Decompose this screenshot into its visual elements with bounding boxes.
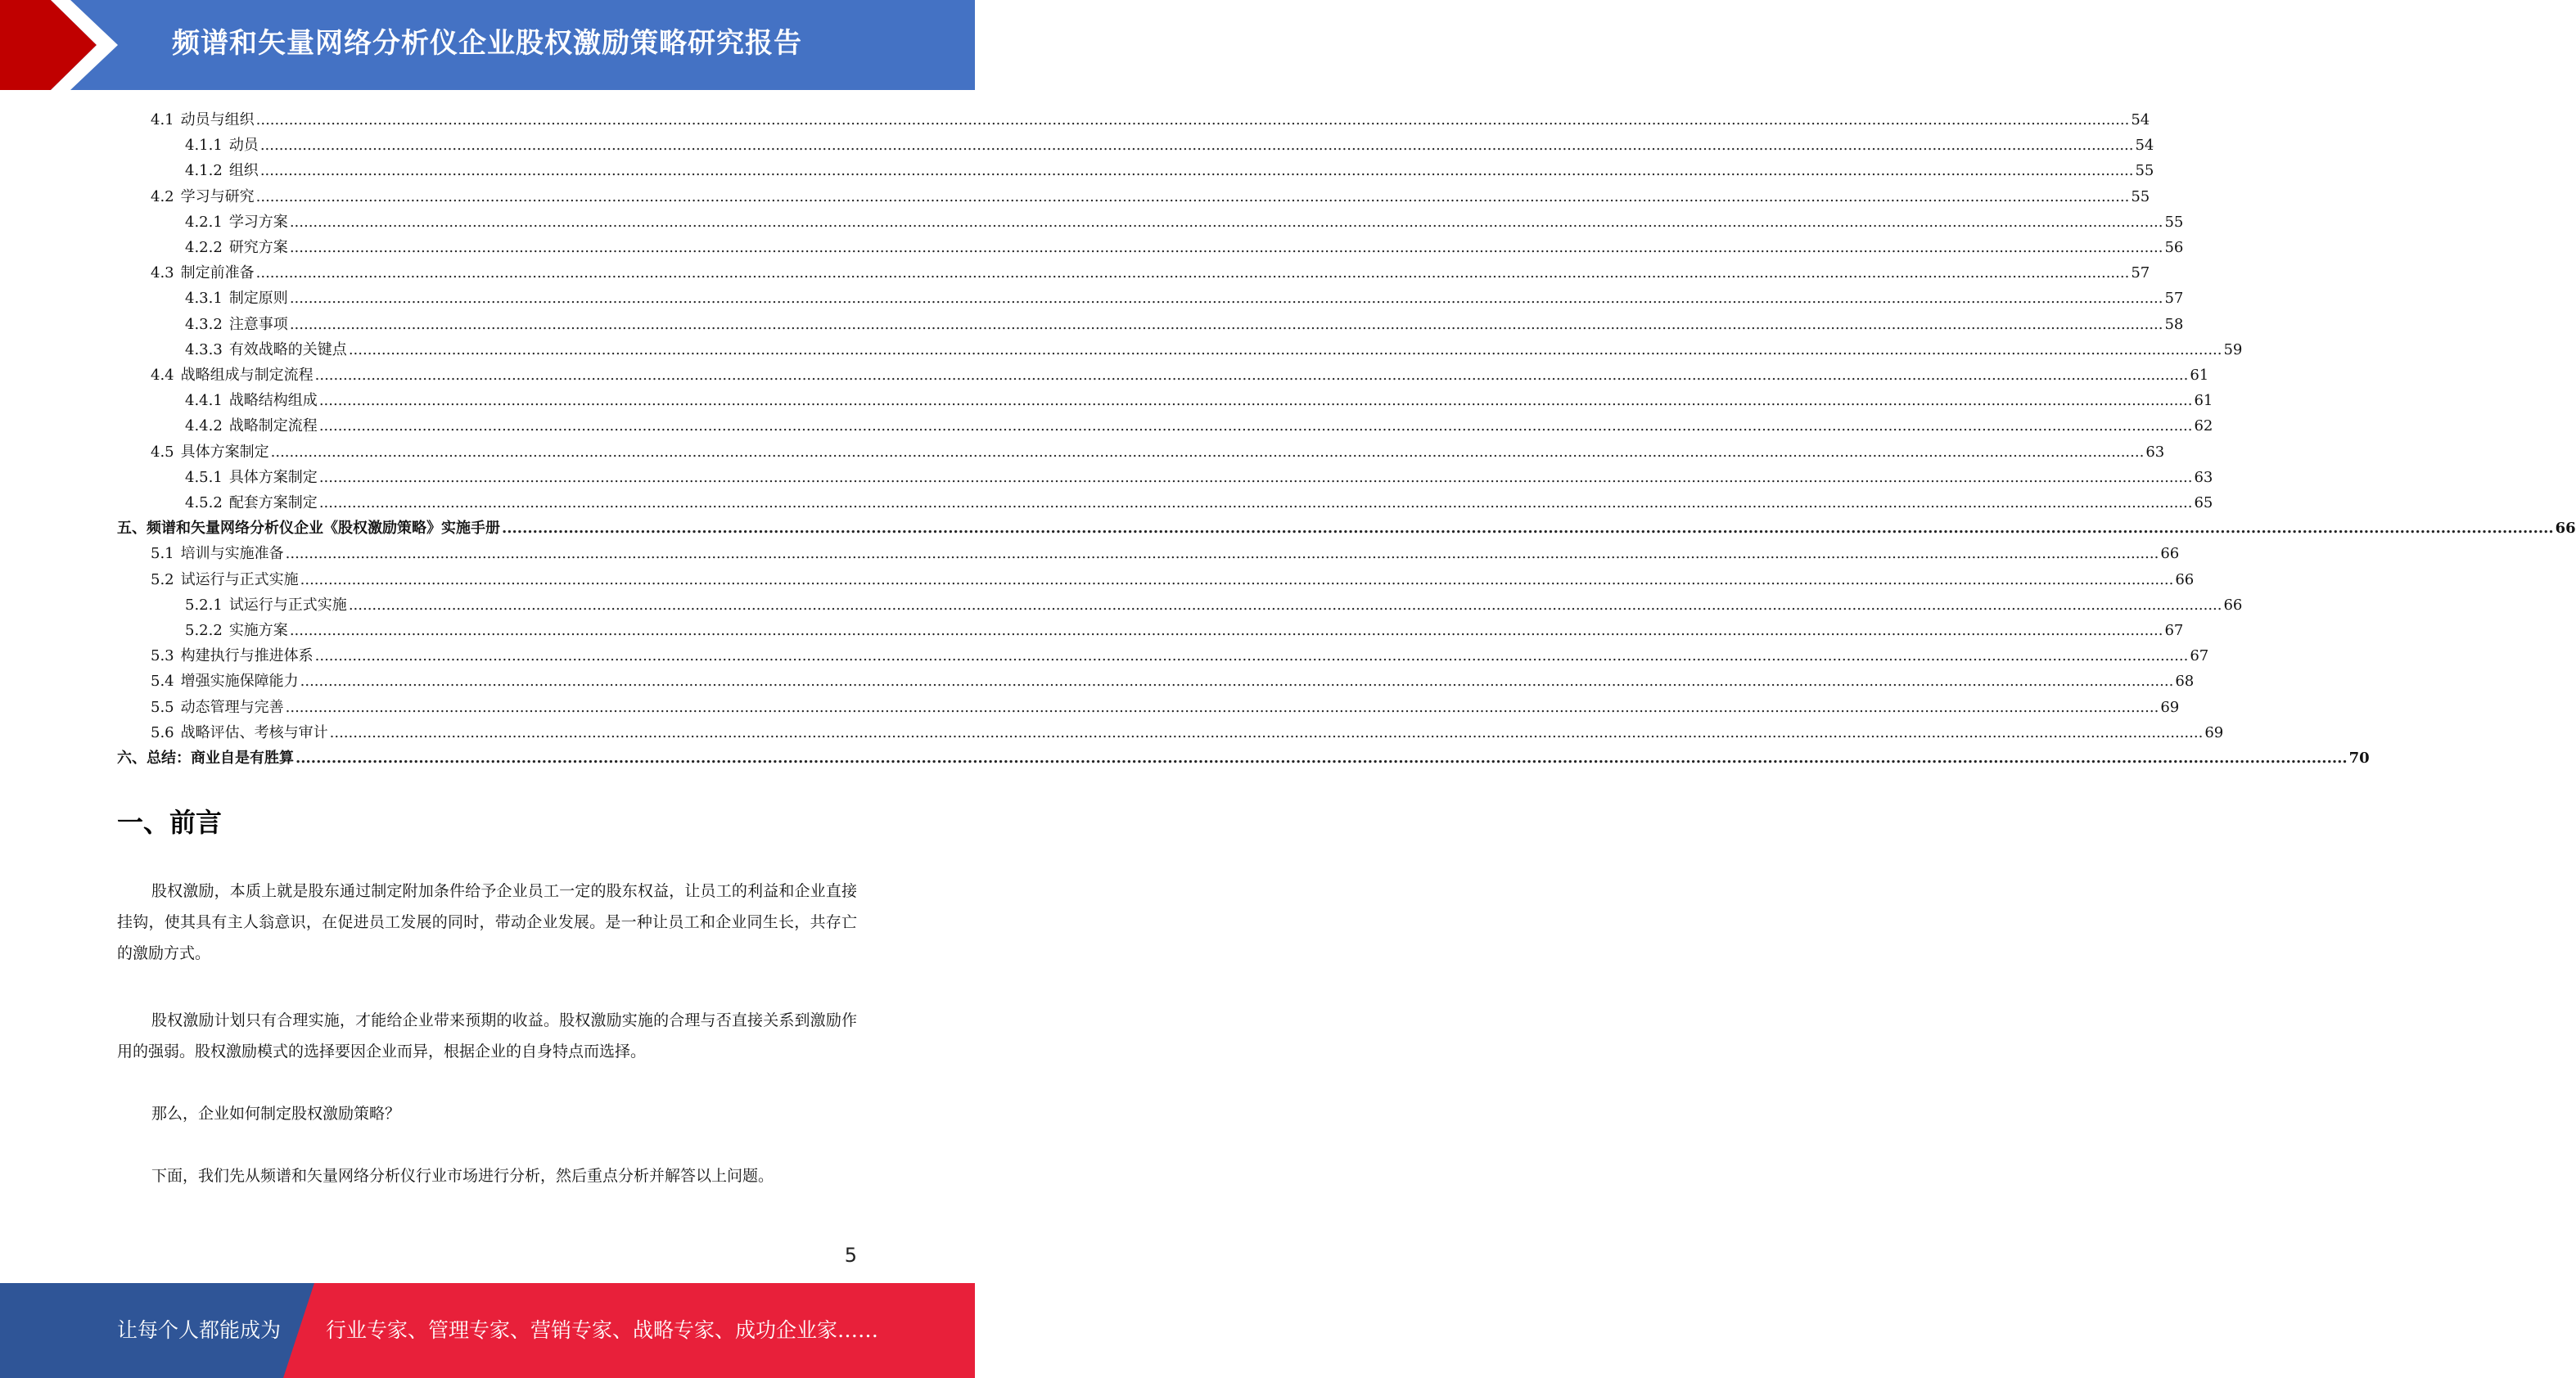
toc-entry-label: 战略结构组成 [228, 392, 318, 410]
toc-entry[interactable] [185, 309, 2184, 335]
toc-entry-label: 制定原则 [228, 290, 288, 308]
toc-dot-leader: ................................................................................................................................................................................................................................................................................................................................................................................................................ [348, 596, 2222, 614]
toc-entry-label: 增强实施保障能力 [180, 673, 299, 691]
toc-entry[interactable] [185, 155, 2154, 181]
toc-entry-page: 55 [2135, 162, 2154, 180]
paragraph-1: 股权激励，本质上就是股东通过制定附加条件给予企业员工一定的股东权益，让员工的利益和企业直接挂钩，使其具有主人翁意识，在促进员工发展的同时，带动企业发展。是一种让员工和企业同生长，共存亡的激励方式。 [117, 882, 857, 962]
toc-entry[interactable] [185, 283, 2184, 308]
toc-entry[interactable] [185, 207, 2184, 232]
toc-entry-label: 构建执行与推进体系 [180, 647, 314, 665]
toc-entry-number: 4.3.1 [185, 290, 223, 308]
toc-entry-number: 5.2.2 [185, 622, 223, 639]
paragraph-4: 下面，我们先从频谱和矢量网络分析仪行业市场进行分析，然后重点分析并解答以上问题。 [151, 1167, 774, 1185]
toc-entry-label: 试运行与正式实施 [180, 570, 299, 588]
toc-entry-page: 65 [2194, 494, 2213, 511]
toc-entry-page: 67 [2190, 647, 2209, 665]
page-number: 5 [844, 1244, 857, 1267]
toc-entry-label: 战略组成与制定流程 [180, 367, 314, 384]
toc-entry-number: 4.4.2 [185, 417, 223, 435]
toc-dot-leader: ................................................................................................................................................................................................................................................................................................................................................................................................................ [318, 417, 2193, 435]
toc-entry[interactable] [185, 462, 2213, 488]
toc-dot-leader: ................................................................................................................................................................................................................................................................................................................................................................................................................ [255, 111, 2130, 128]
paragraph-2: 股权激励计划只有合理实施，才能给企业带来预期的收益。股权激励实施的合理与否直接关系到激励作用的强弱。股权激励模式的选择要因企业而异，根据企业的自身特点而选择。 [117, 1011, 857, 1061]
paragraph-3: 那么，企业如何制定股权激励策略？ [151, 1105, 401, 1123]
toc-entry-number: 4.1.1 [185, 137, 223, 155]
toc-entry-number: 4.5 [151, 443, 174, 461]
toc-dot-leader: ................................................................................................................................................................................................................................................................................................................................................................................................................ [318, 494, 2193, 511]
toc-entry-page: 62 [2194, 417, 2213, 435]
toc-entry-label: 具体方案制定 [180, 443, 269, 461]
toc-dot-leader: ................................................................................................................................................................................................................................................................................................................................................................................................................ [255, 264, 2130, 282]
toc-dot-leader: ................................................................................................................................................................................................................................................................................................................................................................................................................ [289, 213, 2163, 231]
toc-entry-page: 61 [2194, 392, 2213, 410]
toc-dot-leader: ................................................................................................................................................................................................................................................................................................................................................................................................................ [300, 673, 2174, 691]
header-title: 频谱和矢量网络分析仪企业股权激励策略研究报告 [172, 27, 802, 60]
toc-entry-page: 63 [2145, 443, 2165, 461]
toc-entry[interactable] [151, 105, 2150, 130]
toc-entry-number: 4.5.1 [185, 468, 223, 486]
toc-entry-label: 动员与组织 [180, 111, 255, 128]
toc-dot-leader: ................................................................................................................................................................................................................................................................................................................................................................................................................ [259, 137, 2134, 155]
toc-dot-leader: ................................................................................................................................................................................................................................................................................................................................................................................................................ [289, 239, 2163, 256]
page-header [0, 0, 975, 90]
toc-entry-number: 5.5 [151, 698, 174, 716]
toc-dot-leader: ................................................................................................................................................................................................................................................................................................................................................................................................................ [285, 698, 2159, 716]
toc-dot-leader: ................................................................................................................................................................................................................................................................................................................................................................................................................ [289, 622, 2163, 639]
toc-entry-number: 4.3 [151, 264, 174, 282]
toc-dot-leader: ................................................................................................................................................................................................................................................................................................................................................................................................................ [285, 545, 2159, 563]
toc-entry-page: 68 [2175, 673, 2195, 691]
toc-entry-label: 注意事项 [228, 315, 288, 333]
toc-entry-number: 4.4.1 [185, 392, 223, 410]
page-footer [0, 1283, 975, 1378]
toc-entry-page: 66 [2175, 570, 2195, 588]
toc-entry[interactable] [151, 666, 2195, 691]
toc-entry-number: 4.1.2 [185, 162, 223, 180]
toc-entry-page: 66 [2223, 596, 2243, 614]
toc-dot-leader: ................................................................................................................................................................................................................................................................................................................................................................................................................ [270, 443, 2145, 461]
toc-entry-label: 动员 [228, 137, 259, 155]
toc-entry-number: 4.5.2 [185, 494, 223, 511]
toc-dot-leader: ................................................................................................................................................................................................................................................................................................................................................................................................................ [318, 392, 2193, 410]
toc-dot-leader: ................................................................................................................................................................................................................................................................................................................................................................................................................ [502, 520, 2554, 538]
toc-entry-label: 学习与研究 [180, 187, 255, 205]
toc-entry-number: 5.2.1 [185, 596, 223, 614]
toc-entry-label: 五、频谱和矢量网络分析仪企业《股权激励策略》实施手册 [117, 520, 500, 538]
toc-entry-number: 4.4 [151, 367, 174, 384]
toc-entry[interactable] [151, 565, 2195, 590]
toc-entry-page: 57 [2164, 290, 2184, 308]
toc-entry-number: 4.3.2 [185, 315, 223, 333]
toc-entry-number: 4.2.2 [185, 239, 223, 256]
toc-entry-label: 培训与实施准备 [180, 545, 284, 563]
toc-entry-page: 69 [2204, 723, 2224, 741]
toc-entry[interactable] [185, 232, 2184, 258]
toc-entry-page: 61 [2190, 367, 2209, 384]
toc-entry[interactable] [151, 538, 2180, 564]
toc-entry-page: 56 [2164, 239, 2184, 256]
toc-dot-leader: ................................................................................................................................................................................................................................................................................................................................................................................................................ [314, 647, 2189, 665]
toc-entry[interactable] [185, 335, 2243, 360]
toc-entry-label: 动态管理与完善 [180, 698, 284, 716]
toc-entry-label: 六、总结：商业自是有胜算 [117, 750, 294, 767]
footer-slogan-left: 让每个人都能成为 [117, 1318, 282, 1342]
toc-entry-number: 4.2 [151, 187, 174, 205]
toc-entry-page: 55 [2164, 213, 2184, 231]
toc-entry-label: 研究方案 [228, 239, 288, 256]
toc-entry-label: 制定前准备 [180, 264, 255, 282]
toc-entry-number: 4.1 [151, 111, 174, 128]
toc-entry-number: 5.1 [151, 545, 174, 563]
toc-entry-page: 66 [2160, 545, 2180, 563]
toc-entry-page: 55 [2131, 187, 2150, 205]
toc-entry[interactable] [151, 641, 2209, 666]
toc-entry-label: 组织 [228, 162, 259, 180]
toc-entry[interactable] [151, 258, 2150, 283]
toc-entry[interactable] [185, 590, 2243, 615]
toc-entry-label: 具体方案制定 [228, 468, 318, 486]
toc-entry-number: 5.6 [151, 723, 174, 741]
toc-entry-page: 69 [2160, 698, 2180, 716]
section-title: 一、前言 [117, 807, 223, 838]
toc-dot-leader: ................................................................................................................................................................................................................................................................................................................................................................................................................ [348, 340, 2222, 358]
toc-dot-leader: ................................................................................................................................................................................................................................................................................................................................................................................................................ [300, 570, 2174, 588]
toc-entry[interactable] [185, 615, 2184, 641]
toc-dot-leader: ................................................................................................................................................................................................................................................................................................................................................................................................................ [295, 750, 2348, 767]
toc-entry-label: 战略制定流程 [228, 417, 318, 435]
toc-entry-number: 4.3.3 [185, 340, 223, 358]
toc-entry-number: 5.4 [151, 673, 174, 691]
toc-entry-label: 实施方案 [228, 622, 288, 639]
toc-entry-number: 5.3 [151, 647, 174, 665]
toc-entry-page: 66 [2555, 520, 2576, 538]
toc-dot-leader: ................................................................................................................................................................................................................................................................................................................................................................................................................ [259, 162, 2134, 180]
toc-entry-page: 63 [2194, 468, 2213, 486]
toc-dot-leader: ................................................................................................................................................................................................................................................................................................................................................................................................................ [314, 367, 2189, 384]
toc-dot-leader: ................................................................................................................................................................................................................................................................................................................................................................................................................ [318, 468, 2193, 486]
toc-entry[interactable] [117, 743, 2370, 768]
toc-entry-label: 试运行与正式实施 [228, 596, 347, 614]
header-chevron-decoration [0, 0, 131, 90]
footer-slogan-right: 行业专家、管理专家、营销专家、战略专家、成功企业家…… [326, 1318, 879, 1342]
toc-entry-page: 58 [2164, 315, 2184, 333]
toc-entry-page: 57 [2131, 264, 2150, 282]
toc-entry[interactable] [151, 360, 2209, 385]
toc-entry-label: 学习方案 [228, 213, 288, 231]
toc-dot-leader: ................................................................................................................................................................................................................................................................................................................................................................................................................ [289, 315, 2163, 333]
toc-entry[interactable] [185, 411, 2213, 436]
toc-entry-label: 战略评估、考核与审计 [180, 723, 328, 741]
toc-entry-label: 有效战略的关键点 [228, 340, 347, 358]
toc-entry-page: 67 [2164, 622, 2184, 639]
toc-entry[interactable] [185, 385, 2213, 411]
toc-entry[interactable] [151, 718, 2224, 743]
toc-entry-label: 配套方案制定 [228, 494, 318, 511]
toc-entry[interactable] [185, 130, 2154, 155]
toc-entry-page: 54 [2135, 137, 2154, 155]
toc-entry-page: 70 [2348, 750, 2370, 767]
toc-entry[interactable] [151, 437, 2165, 462]
toc-entry-number: 4.2.1 [185, 213, 223, 231]
toc-dot-leader: ................................................................................................................................................................................................................................................................................................................................................................................................................ [255, 187, 2130, 205]
toc-entry[interactable] [151, 182, 2150, 207]
toc-entry-page: 54 [2131, 111, 2150, 128]
toc-entry[interactable] [151, 692, 2180, 718]
toc-entry-page: 59 [2223, 340, 2243, 358]
toc-dot-leader: ................................................................................................................................................................................................................................................................................................................................................................................................................ [329, 723, 2204, 741]
toc-dot-leader: ................................................................................................................................................................................................................................................................................................................................................................................................................ [289, 290, 2163, 308]
toc-entry[interactable] [185, 488, 2213, 513]
toc-entry[interactable] [117, 513, 2576, 538]
toc-entry-number: 5.2 [151, 570, 174, 588]
